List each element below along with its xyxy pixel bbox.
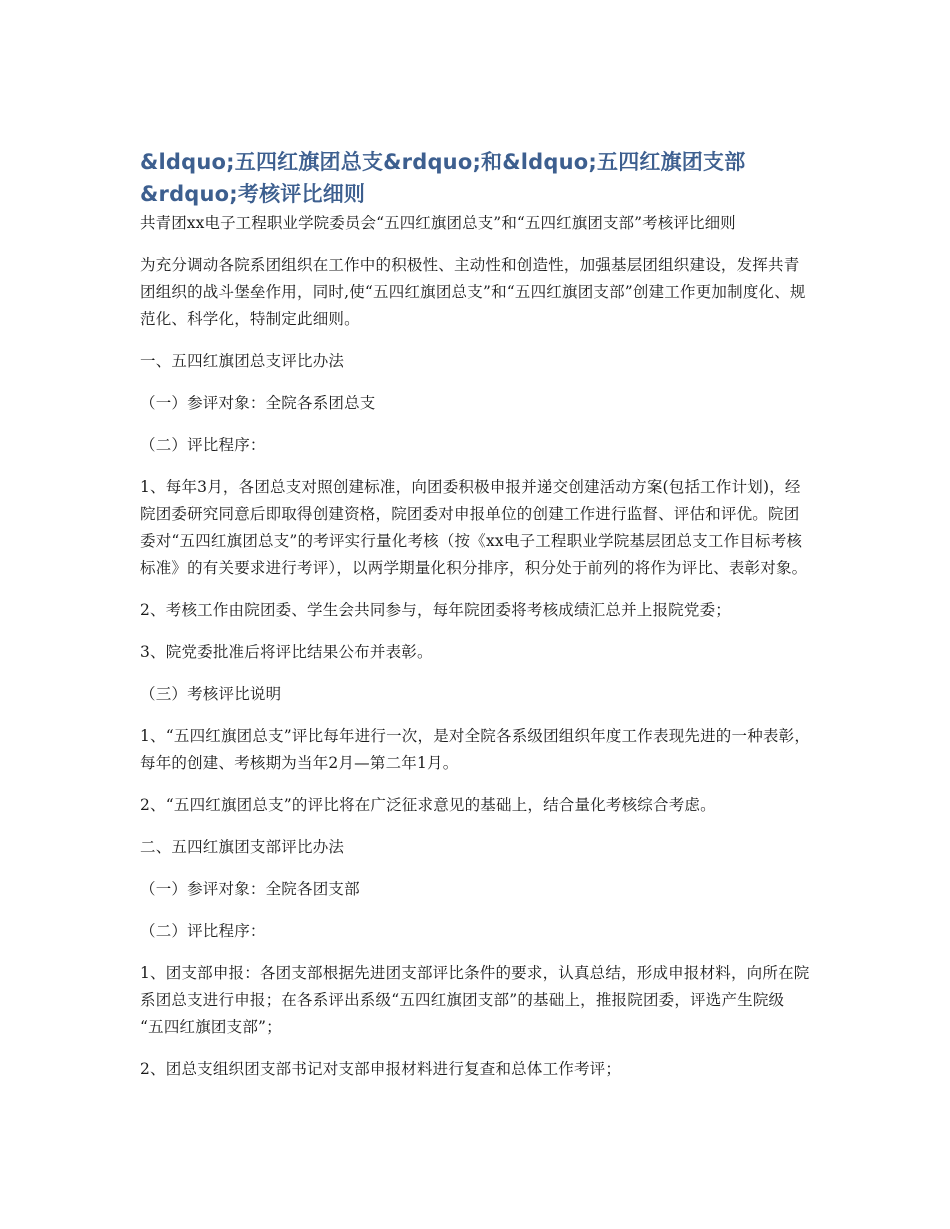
list-item: 1、每年3月，各团总支对照创建标准，向团委积极申报并递交创建活动方案(包括工作计划)，经院团委研究同意后即取得创建资格，院团委对申报单位的创建工作进行监督、评估和评优。院团委对“五四红旗团总支”的考评实行量化考核（按《xx电子工程职业学院基层团总支工作目标考核标准》的有关要求进行考评），以两学期量化积分排序，积分处于前列的将作为评比、表彰对象。 (140, 478, 808, 577)
subsection-heading: （二）评比程序： (140, 436, 266, 454)
list-item: 3、院党委批准后将评比结果公布并表彰。 (140, 643, 433, 661)
document-page (140, 146, 812, 1098)
subsection-heading: （三）考核评比说明 (140, 685, 282, 703)
subsection-heading: （一）参评对象：全院各团支部 (140, 880, 360, 898)
list-item: 1、“五四红旗团总支”评比每年进行一次，是对全院各系级团组织年度工作表现先进的一种表彰，每年的创建、考核期为当年2月—第二年1月。 (140, 727, 811, 772)
subsection-heading: （二）评比程序： (140, 922, 266, 940)
section-heading-2: 二、五四红旗团支部评比办法 (140, 838, 345, 856)
list-item: 2、考核工作由院团委、学生会共同参与，每年院团委将考核成绩汇总并上报院党委； (140, 601, 731, 619)
document-title: &ldquo;五四红旗团总支&rdquo;和&ldquo;五四红旗团支部&rdquo;考核评比细则 (140, 150, 746, 206)
document-subtitle: 共青团xx电子工程职业学院委员会“五四红旗团总支”和“五四红旗团支部”考核评比细则 (140, 214, 736, 232)
list-item: 1、团支部申报：各团支部根据先进团支部评比条件的要求，认真总结，形成申报材料，向所在院系团总支进行申报；在各系评出系级“五四红旗团支部”的基础上，推报院团委，评选产生院级 “五四红旗团支部”； (140, 964, 810, 1036)
paragraph-intro: 为充分调动各院系团组织在工作中的积极性、主动性和创造性，加强基层团组织建设，发挥共青团组织的战斗堡垒作用，同时,使“五四红旗团总支”和“五四红旗团支部”创建工作更加制度化、规范化、科学化，特制定此细则。 (140, 256, 806, 328)
subsection-heading: （一）参评对象：全院各系团总支 (140, 394, 376, 412)
section-heading-1: 一、五四红旗团总支评比办法 (140, 352, 345, 370)
list-item: 2、“五四红旗团总支”的评比将在广泛征求意见的基础上，结合量化考核综合考虑。 (140, 796, 716, 814)
list-item: 2、团总支组织团支部书记对支部申报材料进行复查和总体工作考评； (140, 1060, 622, 1078)
